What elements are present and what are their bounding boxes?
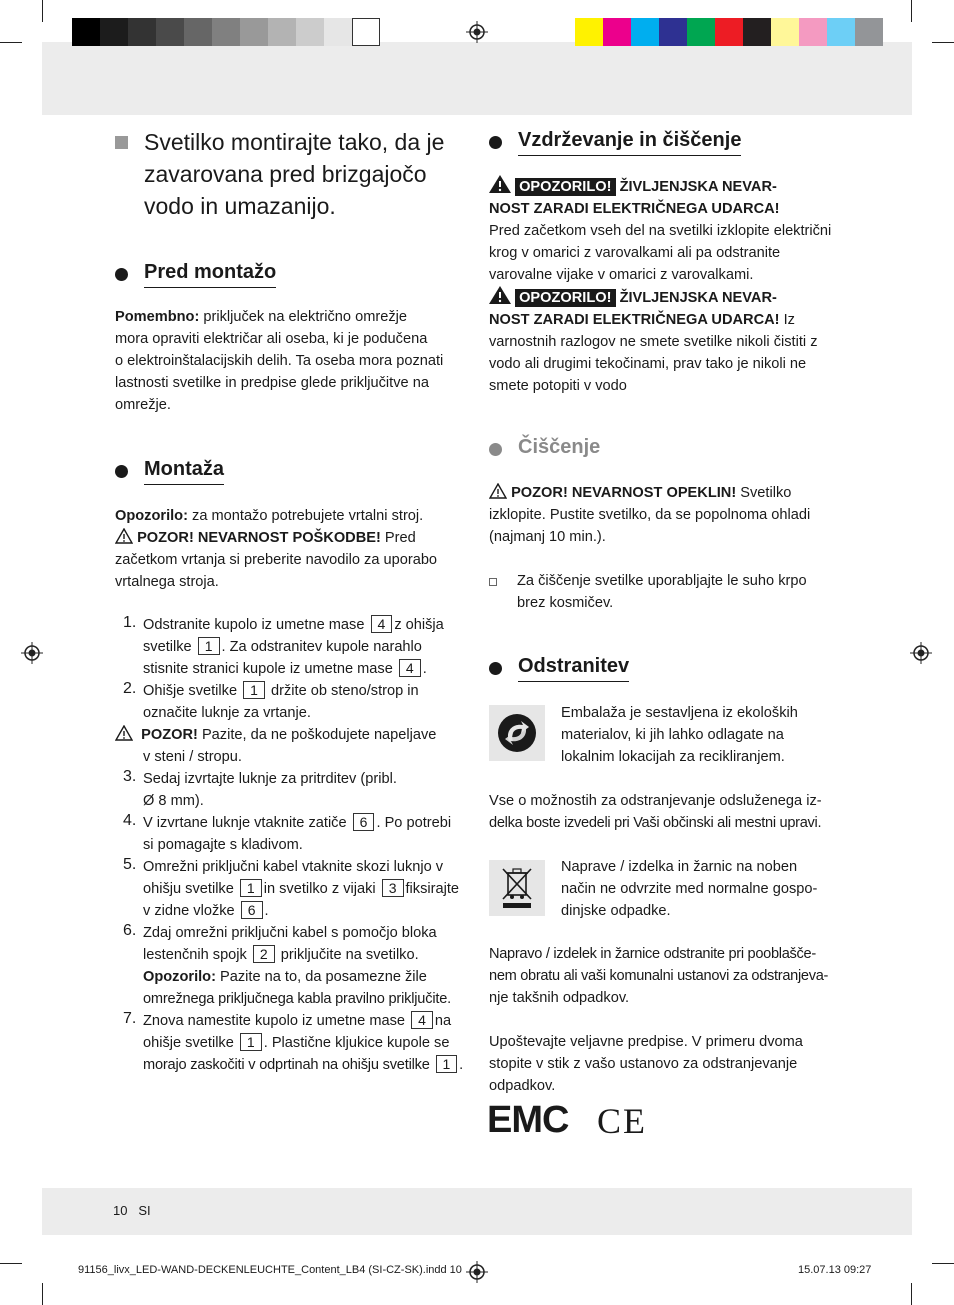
page-num: 10 [113, 1203, 128, 1218]
color-swatch [268, 18, 296, 46]
text: ohišju svetilke [143, 881, 234, 897]
color-bar-grey [72, 18, 380, 46]
text: Ø 8 mm). [143, 793, 204, 809]
color-swatch [575, 18, 603, 46]
color-swatch [184, 18, 212, 46]
text: Napravo / izdelek in žarnice odstranite pri pooblašče- [489, 946, 816, 962]
crop-mark [911, 0, 912, 22]
color-bar-cmyk [575, 18, 883, 46]
list-item [115, 768, 467, 812]
footer-band [42, 1188, 912, 1235]
vzdrzevanje-content [489, 175, 844, 397]
step-number: 5. [123, 856, 137, 873]
heading-text: Vzdrževanje in čiščenje [518, 129, 741, 156]
text: Zdaj omrežni priključni kabel s pomočjo bloka [143, 925, 437, 941]
color-swatch [212, 18, 240, 46]
section-heading-ciscenje [489, 436, 600, 462]
section-heading-montaza [115, 458, 224, 485]
crossed-bin-icon [489, 860, 545, 916]
text: si pomagajte s kladivom. [143, 837, 303, 853]
text: lokalnim lokacijah za recikliranjem. [561, 749, 785, 765]
text: z ohišja [394, 617, 444, 633]
color-swatch [324, 18, 352, 46]
step-number: 1. [123, 614, 137, 631]
text: varovalne vijake v omarici z varovalkami. [489, 267, 754, 283]
text: v steni / stropu. [143, 749, 242, 765]
text: morajo zaskočiti v odprtinah na ohišju svetilke [143, 1057, 430, 1073]
text: svetilke [143, 639, 192, 655]
registration-mark-icon [466, 21, 488, 43]
text: držite ob steno/strop in [271, 683, 419, 699]
heading-text: Odstranitev [518, 655, 629, 682]
text: Odstranite kupolo iz umetne mase [143, 617, 365, 633]
montaza-steps [115, 614, 467, 1076]
text: V izvrtane luknje vtaknite zatiče [143, 815, 347, 831]
text: v zidne vložke [143, 903, 235, 919]
text: fiksirajte [405, 881, 460, 897]
color-swatch [631, 18, 659, 46]
note-label: Opozorilo: [115, 508, 188, 524]
text: omrežnega priključnega kabla pravilno priključite. [143, 991, 451, 1007]
text: Naprave / izdelka in žarnic na noben [561, 859, 798, 875]
crop-mark [932, 42, 954, 43]
text: Za čiščenje svetilke uporabljajte le suho krpo [517, 573, 807, 589]
text: in svetilko z vijaki [263, 881, 376, 897]
list-item [115, 856, 467, 922]
crop-mark [932, 1263, 954, 1264]
crop-mark [911, 1283, 912, 1305]
warning-label: POZOR! NEVARNOST POŠKODBE! [137, 530, 381, 546]
crop-mark [0, 42, 22, 43]
text: nem obratu ali vaši komunalni ustanovi za odstranjeva- [489, 968, 829, 984]
part-number-box: 1 [240, 1033, 262, 1051]
part-number-box: 4 [399, 659, 421, 677]
step-number: 2. [123, 680, 137, 697]
crop-mark [42, 1283, 43, 1305]
part-number-box: 6 [241, 901, 263, 919]
text: Upoštevajte veljavne predpise. V primeru dvoma [489, 1034, 803, 1050]
color-swatch [799, 18, 827, 46]
recycling-icon [489, 705, 545, 761]
part-number-box: 3 [382, 879, 404, 897]
text: . Plastične kljukice kupole se [263, 1035, 450, 1051]
text: varnostnih razlogov ne smete svetilke nikoli čistiti z [489, 334, 818, 350]
bullet-dot-icon [489, 136, 502, 149]
text: Pazite, da ne poškodujete napeljave [201, 727, 437, 743]
intro-line: zavarovana pred brizgajočo [144, 161, 427, 187]
color-swatch [715, 18, 743, 46]
ciscenje-content [489, 482, 844, 614]
list-item [115, 922, 467, 1010]
section-heading-odstranitev [489, 655, 629, 682]
text: materialov, ki jih lahko odlagate na [561, 727, 784, 743]
text: stisnite stranici kupole iz umetne mase [143, 661, 393, 677]
text: . Po potrebi [376, 815, 452, 831]
warning-triangle-icon [489, 483, 507, 499]
disposal-paragraph [489, 943, 849, 1009]
pred-paragraph [115, 306, 467, 416]
step-number: 6. [123, 922, 137, 939]
text: Pazite na to, da posamezne žile [220, 969, 427, 985]
emc-mark: EMC [487, 1099, 569, 1141]
text: . [264, 903, 269, 919]
warning-label: POZOR! [141, 727, 198, 743]
text: Sedaj izvrtajte luknje za pritrditev (pribl. [143, 771, 397, 787]
warning-text: NOST ZARADI ELEKTRIČNEGA UDARCA! [489, 201, 780, 217]
text: . [459, 1057, 463, 1073]
square-bullet-icon [115, 136, 128, 149]
checkbox-bullet-icon [489, 578, 497, 586]
text: Pred [384, 530, 416, 546]
text: lastnosti svetilke in predpise glede priključitve na [115, 375, 429, 391]
text: ohišje svetilke [143, 1035, 234, 1051]
color-swatch [743, 18, 771, 46]
page-number [113, 1203, 151, 1218]
disposal-paragraph [489, 790, 849, 834]
bullet-dot-icon [489, 662, 502, 675]
warning-triangle-filled-icon [489, 286, 511, 304]
part-number-box: 6 [353, 813, 375, 831]
bullet-dot-icon [115, 465, 128, 478]
text: Ohišje svetilke [143, 683, 238, 699]
warning-triangle-icon [115, 528, 133, 544]
part-number-box: 1 [198, 637, 220, 655]
text: smete potopiti v vodo [489, 378, 627, 394]
text: lestenčnih spojk [143, 947, 247, 963]
registration-mark-icon [21, 642, 43, 664]
text: Znova namestite kupolo iz umetne mase [143, 1013, 406, 1029]
text: dinjske odpadke. [561, 903, 671, 919]
intro-line: vodo in umazanijo. [144, 193, 336, 219]
part-number-box: 1 [243, 681, 265, 699]
text: za montažo potrebujete vrtalni stroj. [192, 508, 424, 524]
part-number-box: 1 [240, 879, 262, 897]
print-date: 15.07.13 09:27 [798, 1264, 872, 1276]
warning-triangle-icon [115, 725, 133, 741]
text: vodo ali drugimi tekočinami, prav tako je nikoli ne [489, 356, 807, 372]
registration-mark-icon [466, 1261, 488, 1283]
color-swatch [100, 18, 128, 46]
text: Embalaža je sestavljena iz ekoloških [561, 705, 798, 721]
text: o elektroinštalacijskih delih. Ta oseba mora poznati [115, 353, 444, 369]
warning-text: ŽIVLJENJSKA NEVAR- [619, 179, 777, 195]
color-swatch [72, 18, 100, 46]
step-number: 4. [123, 812, 137, 829]
warning-label: POZOR! NEVARNOST OPEKLIN! [511, 485, 737, 501]
intro-block [115, 126, 465, 222]
section-heading-vzdrzevanje [489, 129, 741, 156]
crop-mark [42, 0, 43, 22]
list-item [115, 680, 467, 724]
bullet-dot-icon [489, 443, 502, 456]
part-number-box: 4 [411, 1011, 433, 1029]
text: Vse o možnostih za odstranjevanje odsluženega iz- [489, 793, 822, 809]
text: krog v omarici z varovalkami ali pa odstranite [489, 245, 781, 261]
color-swatch [659, 18, 687, 46]
intro-line: Svetilko montirajte tako, da je [144, 129, 445, 155]
montaza-intro [115, 505, 467, 593]
heading-text: Pred montažo [144, 261, 276, 288]
important-label: Pomembno: [115, 309, 200, 325]
text: Svetilko [740, 485, 792, 501]
text: Iz [783, 312, 795, 328]
text: . Za odstranitev kupole narahlo [221, 639, 422, 655]
list-item [489, 570, 844, 614]
text: začetkom vrtanja si preberite navodilo za uporabo [115, 552, 438, 568]
text: Omrežni priključni kabel vtaknite skozi luknjo v [143, 859, 444, 875]
language-code: SI [138, 1203, 151, 1218]
step-number: 7. [123, 1010, 137, 1027]
heading-text: Montaža [144, 458, 224, 485]
ce-mark: CE [597, 1101, 648, 1141]
warning-text: ŽIVLJENJSKA NEVAR- [619, 290, 777, 306]
color-swatch [603, 18, 631, 46]
text: na [434, 1013, 452, 1029]
part-number-box: 4 [371, 615, 393, 633]
list-item [115, 812, 467, 856]
header-band [42, 42, 912, 115]
bin-text [561, 856, 851, 922]
list-item [115, 614, 467, 680]
list-item [115, 1010, 467, 1076]
color-swatch [771, 18, 799, 46]
warning-text: NOST ZARADI ELEKTRIČNEGA UDARCA! [489, 312, 780, 328]
warning-triangle-filled-icon [489, 175, 511, 193]
text: . [422, 661, 427, 677]
note-label: Opozorilo: [143, 969, 216, 985]
color-swatch [855, 18, 883, 46]
bullet-dot-icon [115, 268, 128, 281]
text: brez kosmičev. [517, 595, 614, 611]
text: izklopite. Pustite svetilko, da se popolnoma ohladi [489, 507, 811, 523]
step-number: 3. [123, 768, 137, 785]
text: vrtalnega stroja. [115, 574, 219, 590]
part-number-box: 1 [436, 1055, 458, 1073]
color-swatch [128, 18, 156, 46]
text: označite luknje za vrtanje. [143, 705, 311, 721]
text: omrežje. [115, 397, 171, 413]
heading-text: Čiščenje [518, 436, 601, 458]
crop-mark [0, 1263, 22, 1264]
text: priključek na električno omrežje [203, 309, 407, 325]
registration-mark-icon [910, 642, 932, 664]
text: mora opraviti električar ali oseba, ki je podučena [115, 331, 428, 347]
color-swatch [296, 18, 324, 46]
color-swatch [827, 18, 855, 46]
text: način ne odvrzite med normalne gospo- [561, 881, 818, 897]
text: odpadkov. [489, 1078, 556, 1094]
file-slug: 91156_livx_LED-WAND-DECKENLEUCHTE_Content_LB4 (SI-CZ-SK).indd 10 [78, 1264, 462, 1276]
warning-badge: OPOZORILO! [515, 289, 615, 307]
color-swatch [156, 18, 184, 46]
disposal-paragraph [489, 1031, 849, 1097]
section-heading-pred-montazo [115, 261, 276, 288]
text: nje takšnih odpadkov. [489, 990, 630, 1006]
text: delka boste izvedeli pri Vaši občinski ali mestni upravi. [489, 815, 822, 831]
recycling-text [561, 702, 851, 768]
color-swatch [687, 18, 715, 46]
text: Pred začetkom vseh del na svetilki izklopite električni [489, 223, 832, 239]
color-swatch [352, 18, 380, 46]
text: (najmanj 10 min.). [489, 529, 606, 545]
text: priključite na svetilko. [280, 947, 419, 963]
part-number-box: 2 [253, 945, 275, 963]
warning-badge: OPOZORILO! [515, 178, 615, 196]
color-swatch [240, 18, 268, 46]
text: stopite v stik z vašo ustanovo za odstranjevanje [489, 1056, 798, 1072]
